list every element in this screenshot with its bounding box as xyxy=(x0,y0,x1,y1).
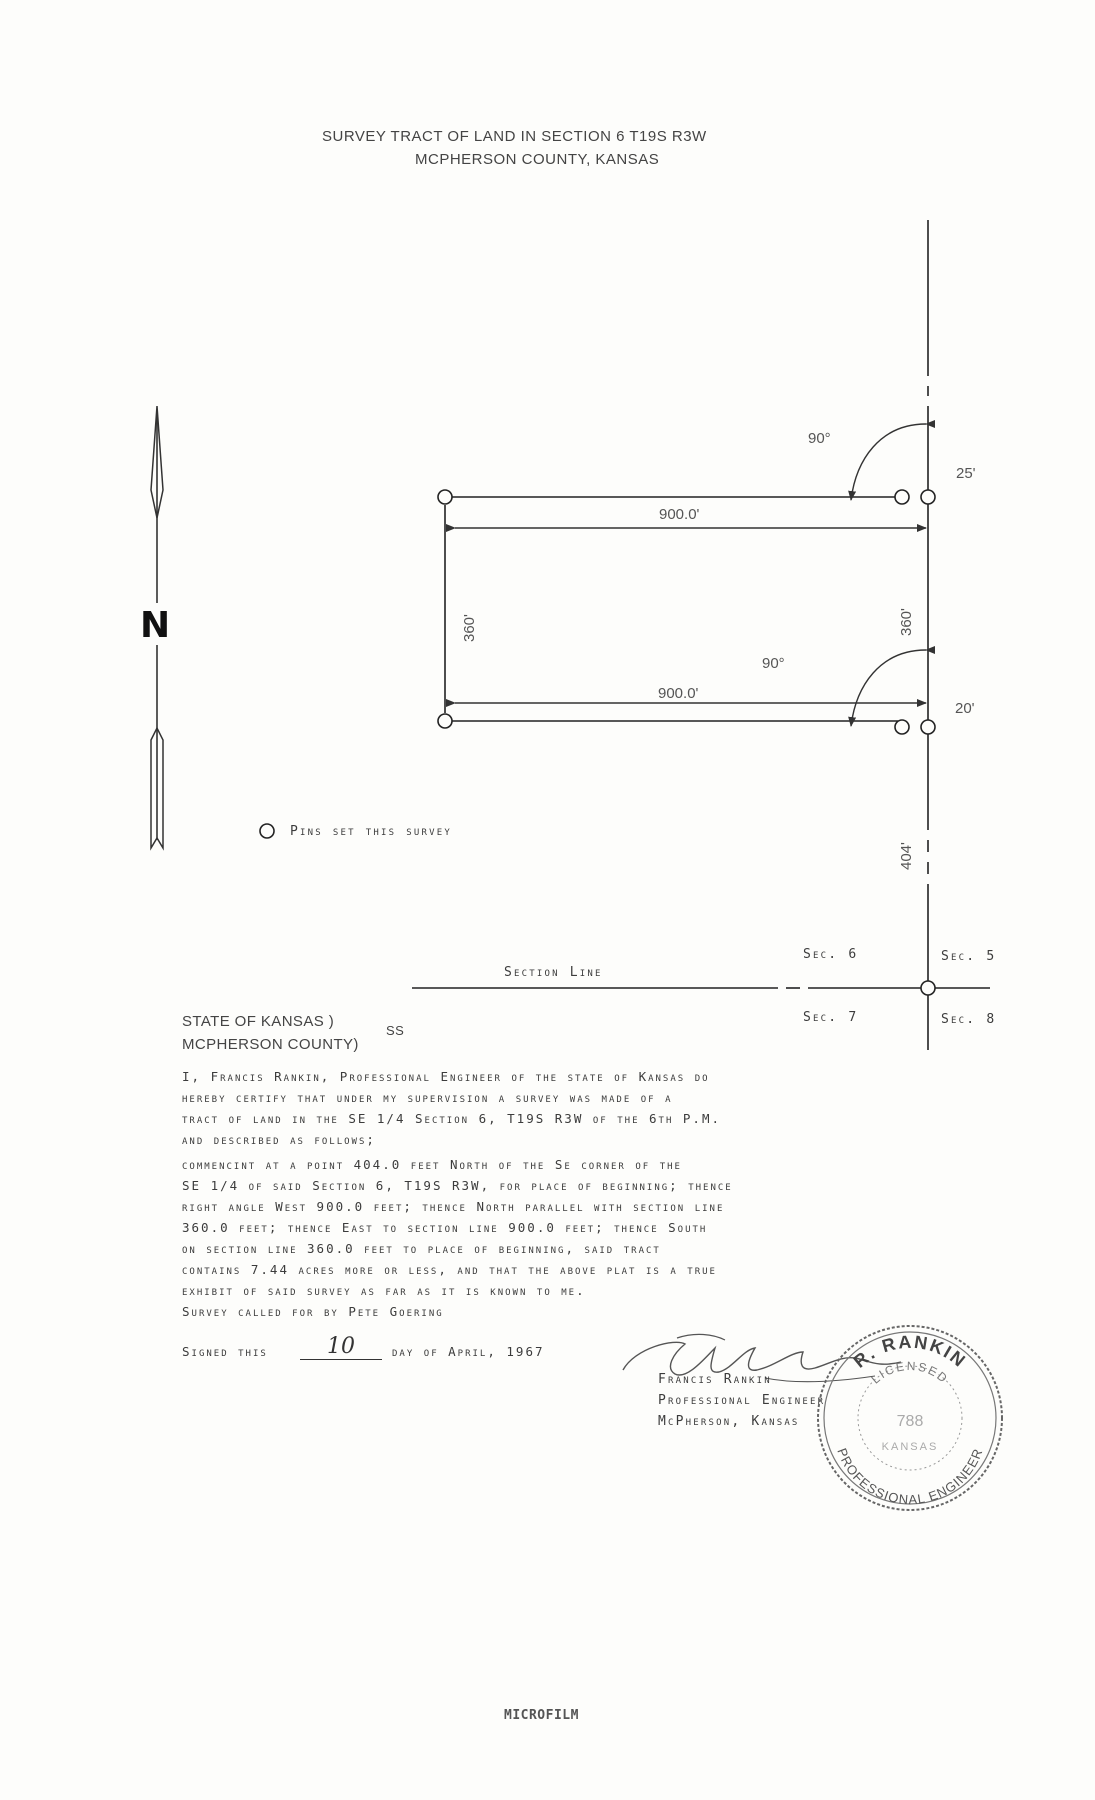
venue-ss: SS xyxy=(386,1023,405,1038)
certificate-line: and described as follows; xyxy=(182,1132,376,1147)
document-title: SURVEY TRACT OF LAND IN SECTION 6 T19S R3W xyxy=(322,128,707,145)
signed-prefix: Signed this xyxy=(182,1344,268,1359)
svg-text:KANSAS: KANSAS xyxy=(881,1441,939,1453)
dim-offset-bottom: 20' xyxy=(955,700,975,717)
certificate-line: hereby certify that under my supervision a survey was made of a xyxy=(182,1090,673,1105)
certificate-line: on section line 360.0 feet to place of beginning, said tract xyxy=(182,1241,661,1256)
signer-city: McPherson, Kansas xyxy=(658,1414,800,1429)
certificate-line: Survey called for by Pete Goering xyxy=(182,1304,444,1319)
pin-marker xyxy=(438,714,452,728)
venue-state: STATE OF KANSAS ) xyxy=(182,1013,335,1030)
pin-marker xyxy=(438,490,452,504)
angle-arc-top xyxy=(851,424,926,500)
svg-text:788: 788 xyxy=(896,1413,924,1430)
north-label: N xyxy=(140,605,171,646)
svg-text:LICENSED: LICENSED xyxy=(868,1358,952,1387)
angle-arc-bottom xyxy=(851,650,926,726)
microfilm-stamp: MICROFILM xyxy=(504,1708,579,1723)
section-7-label: Sec. 7 xyxy=(803,1010,859,1025)
angle-label-bottom: 90° xyxy=(762,655,785,672)
dim-left-height: 360' xyxy=(461,614,478,642)
legend-pin-icon xyxy=(260,824,274,838)
certificate-line: right angle West 900.0 feet; thence North parallel with section line xyxy=(182,1199,725,1214)
document-subtitle: MCPHERSON COUNTY, KANSAS xyxy=(415,151,660,168)
svg-text:PROFESSIONAL ENGINEER: PROFESSIONAL ENGINEER xyxy=(834,1446,986,1508)
certificate-line: SE 1/4 of said Section 6, T19S R3W, for place of beginning; thence xyxy=(182,1178,733,1193)
svg-text:R. RANKIN: R. RANKIN xyxy=(849,1331,971,1372)
dim-to-corner: 404' xyxy=(898,842,915,870)
signer-title: Professional Engineer xyxy=(658,1393,826,1408)
signed-suffix: day of April, 1967 xyxy=(392,1344,545,1359)
venue-county: MCPHERSON COUNTY) xyxy=(182,1036,359,1053)
certificate-line: 360.0 feet; thence East to section line 900.0 feet; thence South xyxy=(182,1220,708,1235)
dim-top-width: 900.0' xyxy=(659,506,700,523)
section-line-label: Section Line xyxy=(504,965,603,980)
professional-seal xyxy=(810,1318,1010,1518)
signer-name: Francis Rankin xyxy=(658,1372,772,1387)
pin-marker xyxy=(921,981,935,995)
certificate-line: I, Francis Rankin, Professional Engineer of the state of Kansas do xyxy=(182,1069,710,1084)
pin-marker xyxy=(921,490,935,504)
pin-marker xyxy=(895,490,909,504)
section-5-label: Sec. 5 xyxy=(941,949,997,964)
signed-day: 10 xyxy=(300,1334,382,1360)
dim-bottom-width: 900.0' xyxy=(658,685,699,702)
section-6-label: Sec. 6 xyxy=(803,947,859,962)
section-8-label: Sec. 8 xyxy=(941,1012,997,1027)
certificate-line: commencint at a point 404.0 feet North of the Se corner of the xyxy=(182,1157,682,1172)
legend-text: Pins set this survey xyxy=(290,824,453,839)
certificate-line: exhibit of said survey as far as it is known to me. xyxy=(182,1283,586,1298)
angle-label-top: 90° xyxy=(808,430,831,447)
dim-offset-top: 25' xyxy=(956,465,976,482)
pin-marker xyxy=(921,720,935,734)
dim-right-height: 360' xyxy=(898,608,915,636)
certificate-line: contains 7.44 acres more or less, and that the above plat is a true xyxy=(182,1262,717,1277)
certificate-line: tract of land in the SE 1/4 Section 6, T19S R3W of the 6th P.M. xyxy=(182,1111,722,1126)
pin-marker xyxy=(895,720,909,734)
